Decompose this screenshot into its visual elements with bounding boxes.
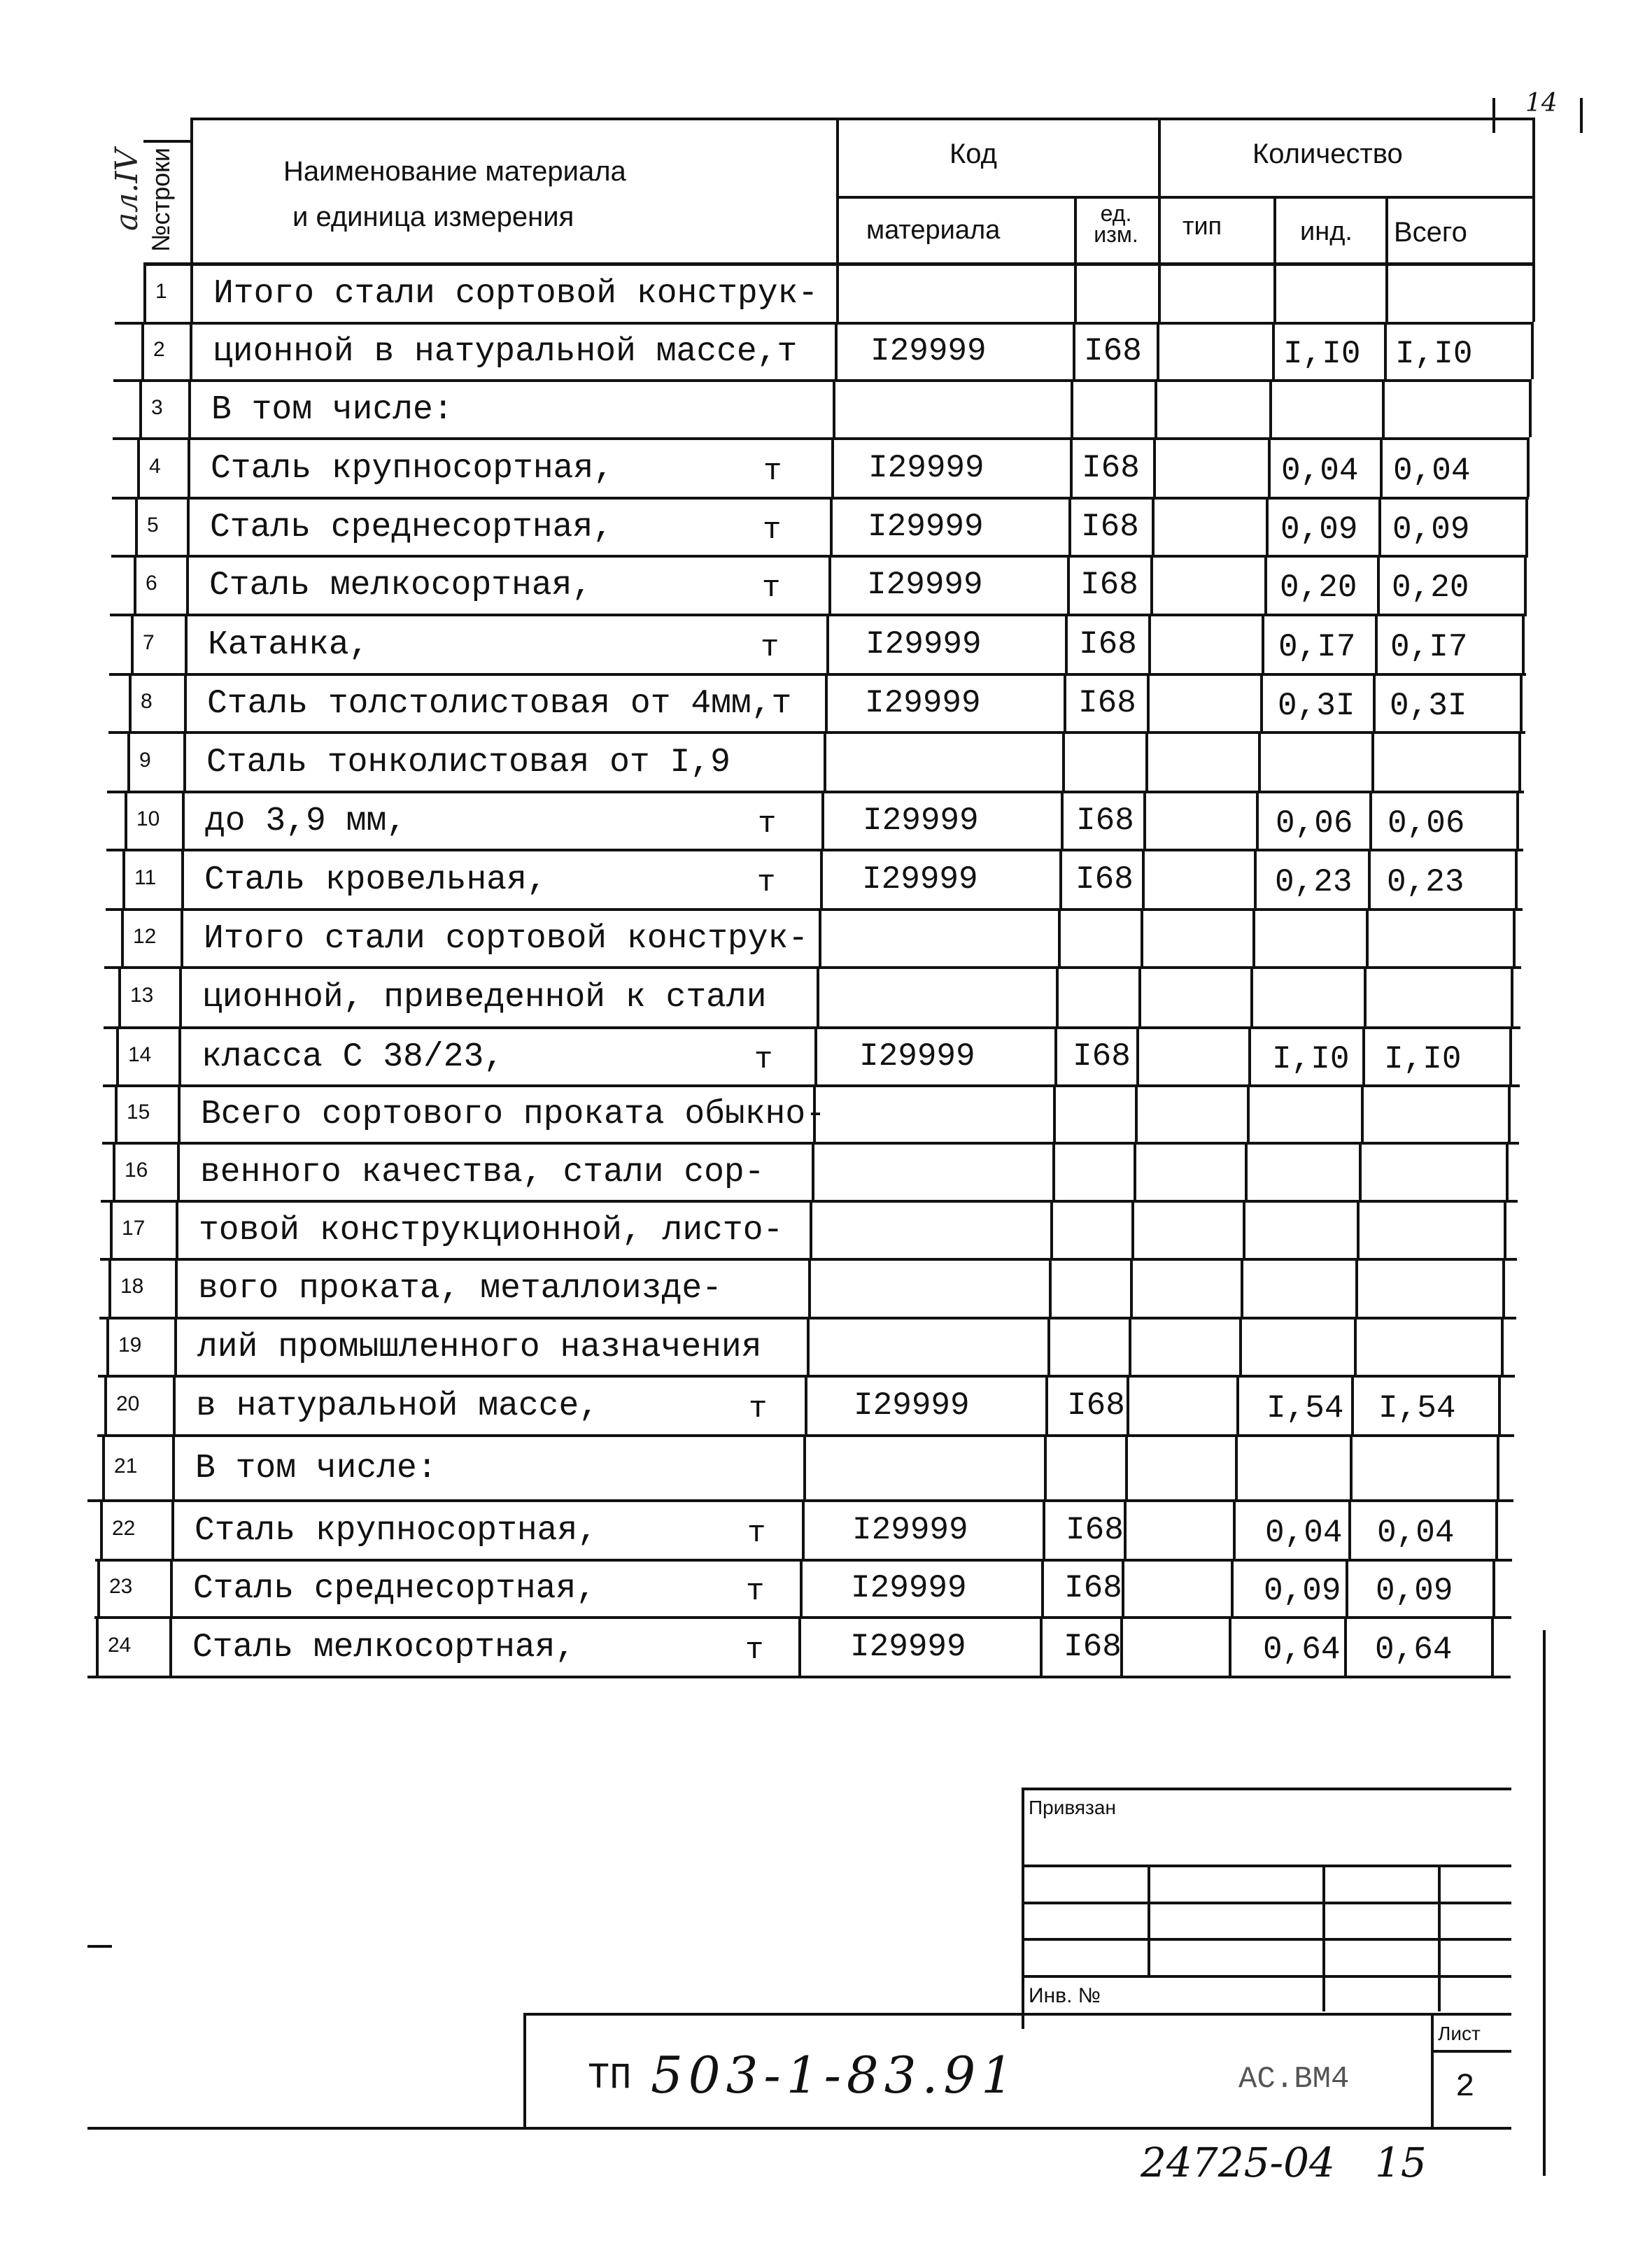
row-name: Сталь мелкосортная, [192,1628,576,1667]
row-total: I,I0 [1384,1040,1462,1077]
row-name: лий промышленного назначения [197,1328,762,1366]
row-code: I29999 [862,861,978,898]
row-total: 0,09 [1376,1573,1453,1609]
row-unit-code: I68 [1073,1038,1131,1075]
row-code: I29999 [868,449,984,486]
row-total: 0,I7 [1390,628,1468,665]
row-name: Сталь крупносортная, [195,1511,598,1550]
row-unit-code: I68 [1067,1387,1125,1424]
row-number: 23 [109,1575,133,1598]
row-code: I29999 [859,1038,975,1075]
row-total: 0,3I [1390,687,1467,724]
row-name: ционной в натуральной массе,т [213,333,798,371]
row-unit: т [763,512,782,548]
row-number: 11 [134,865,157,889]
row-code: I29999 [852,1511,968,1548]
row-unit: т [763,453,782,489]
row-number: 15 [127,1101,150,1124]
row-number: 19 [118,1333,142,1357]
header-code-material: материала [866,215,1001,245]
row-unit-code: I68 [1075,861,1134,898]
row-number: 8 [141,689,153,713]
row-unit: т [758,806,777,842]
row-name: Сталь среднесортная, [193,1570,597,1608]
row-unit: т [757,865,776,900]
row-number: 1 [155,279,167,303]
bound-label: Привязан [1029,1797,1116,1818]
row-ind: 0,04 [1265,1514,1343,1551]
row-unit: т [746,1574,765,1609]
row-number: 5 [147,513,159,537]
row-unit-code: I68 [1064,1628,1122,1665]
row-total: I,I0 [1395,336,1473,372]
row-unit: т [754,1042,773,1077]
row-unit: т [749,1391,768,1427]
header-code: Код [949,139,998,169]
row-number: 4 [149,454,161,478]
row-total: 0,04 [1393,452,1471,489]
row-code: I29999 [866,625,982,663]
row-total: 0,04 [1377,1514,1455,1551]
header-qty-ind: инд. [1300,217,1353,246]
row-unit-code: I68 [1076,802,1134,839]
row-code: I29999 [850,1628,966,1665]
row-unit-code: I68 [1082,449,1140,486]
row-number: 9 [139,748,151,772]
row-number: 21 [114,1454,138,1478]
row-number: 24 [108,1633,132,1657]
row-ind: I,I0 [1283,336,1361,372]
row-ind: I,I0 [1272,1040,1350,1077]
row-unit-code: I68 [1078,684,1136,721]
row-unit: т [761,630,779,665]
header-code-unit: ед. изм. [1094,201,1138,248]
row-total: 0,06 [1388,805,1465,842]
row-name: ционной, приведенной к стали [202,979,767,1017]
row-unit-code: I68 [1081,508,1139,545]
row-unit: т [747,1515,766,1551]
header-qty-total: Всего [1394,217,1467,248]
row-number: 17 [122,1216,146,1240]
row-number: 22 [112,1516,136,1540]
row-unit-code: I68 [1079,625,1137,663]
row-code: I29999 [865,684,981,721]
row-ind: 0,20 [1280,569,1357,606]
row-code: I29999 [854,1387,970,1424]
row-name: Сталь кровельная, [204,861,547,899]
sheet-label: Лист [1438,2023,1481,2044]
header-name-line1: Наименование материала [283,156,626,187]
row-number: 7 [143,630,155,654]
footer-page-number: 15 [1375,2139,1427,2186]
corner-page-number: 14 [1525,89,1558,118]
row-number: 20 [116,1392,140,1415]
row-name: В том числе: [195,1449,437,1487]
row-number: 16 [125,1158,148,1182]
row-name: Сталь среднесортная, [210,508,614,546]
row-total: I,54 [1378,1389,1456,1427]
row-ind: 0,3I [1278,687,1355,724]
row-unit-code: I68 [1084,333,1142,369]
doc-code: АС.ВМ4 [1238,2062,1350,2097]
row-unit-code: I68 [1066,1511,1124,1548]
row-name: до 3,9 мм, [205,802,407,840]
row-name: Итого стали сортовой конструк- [204,919,809,958]
row-total: 0,20 [1392,569,1469,606]
row-name: Сталь крупносортная, [211,449,614,488]
row-ind: I,54 [1266,1389,1344,1427]
row-unit: т [762,571,781,606]
doc-prefix: ТП [588,2058,632,2099]
row-number: 14 [128,1042,152,1066]
row-number: 3 [151,395,163,419]
row-number: 13 [130,984,154,1007]
row-ind: 0,I7 [1278,628,1356,665]
header-qty-type: тип [1182,211,1222,240]
row-total: 0,64 [1375,1631,1453,1668]
row-unit-code: I68 [1080,567,1138,603]
row-name: Сталь мелкосортная, [209,567,593,604]
row-ind: 0,06 [1276,805,1353,842]
row-number: 12 [133,924,157,948]
row-name: товой конструкционной, листо- [199,1211,784,1250]
row-number: 18 [120,1275,144,1298]
row-number: 2 [153,338,165,361]
row-ind: 0,09 [1264,1573,1341,1609]
row-name: вого проката, металлоизде- [198,1270,722,1308]
row-code: I29999 [867,567,983,603]
row-ind: 0,04 [1281,452,1359,489]
row-name: в натуральной массе, [196,1387,600,1425]
row-name: Итого стали сортовой конструк- [213,274,819,313]
margin-note: ал.IV [109,148,145,231]
row-name: В том числе: [211,390,453,429]
inventory-label: Инв. № [1029,1984,1101,2007]
row-total: 0,23 [1387,863,1464,900]
row-name: Сталь толстолистовая от 4мм,т [207,684,792,723]
row-number: 10 [136,807,160,830]
header-quantity: Количество [1252,139,1403,169]
doc-number: 503-1-83.91 [651,2046,1019,2104]
row-name: Всего сортового проката обыкно- [201,1096,826,1133]
row-ind: 0,64 [1263,1631,1341,1668]
row-total: 0,09 [1392,511,1470,548]
row-name: Катанка, [208,625,369,664]
footer-handwritten-number: 24725-04 [1141,2139,1335,2186]
row-name: венного качества, стали сор- [200,1153,765,1191]
row-ind: 0,09 [1280,511,1358,548]
row-number: 6 [146,572,157,595]
sheet-number: 2 [1455,2069,1475,2105]
row-code: I29999 [851,1570,967,1606]
header-name-line2: и единица измерения [292,201,574,232]
row-code: I29999 [863,802,979,839]
row-code: I29999 [870,333,987,369]
row-unit: т [745,1632,764,1668]
row-unit-code: I68 [1064,1570,1122,1606]
row-name: класса С 38/23, [202,1038,504,1076]
row-ind: 0,23 [1275,863,1353,900]
row-code: I29999 [868,508,984,545]
header-row-number: №строки [146,147,175,252]
row-name: Сталь тонколистовая от I,9 [206,743,730,781]
